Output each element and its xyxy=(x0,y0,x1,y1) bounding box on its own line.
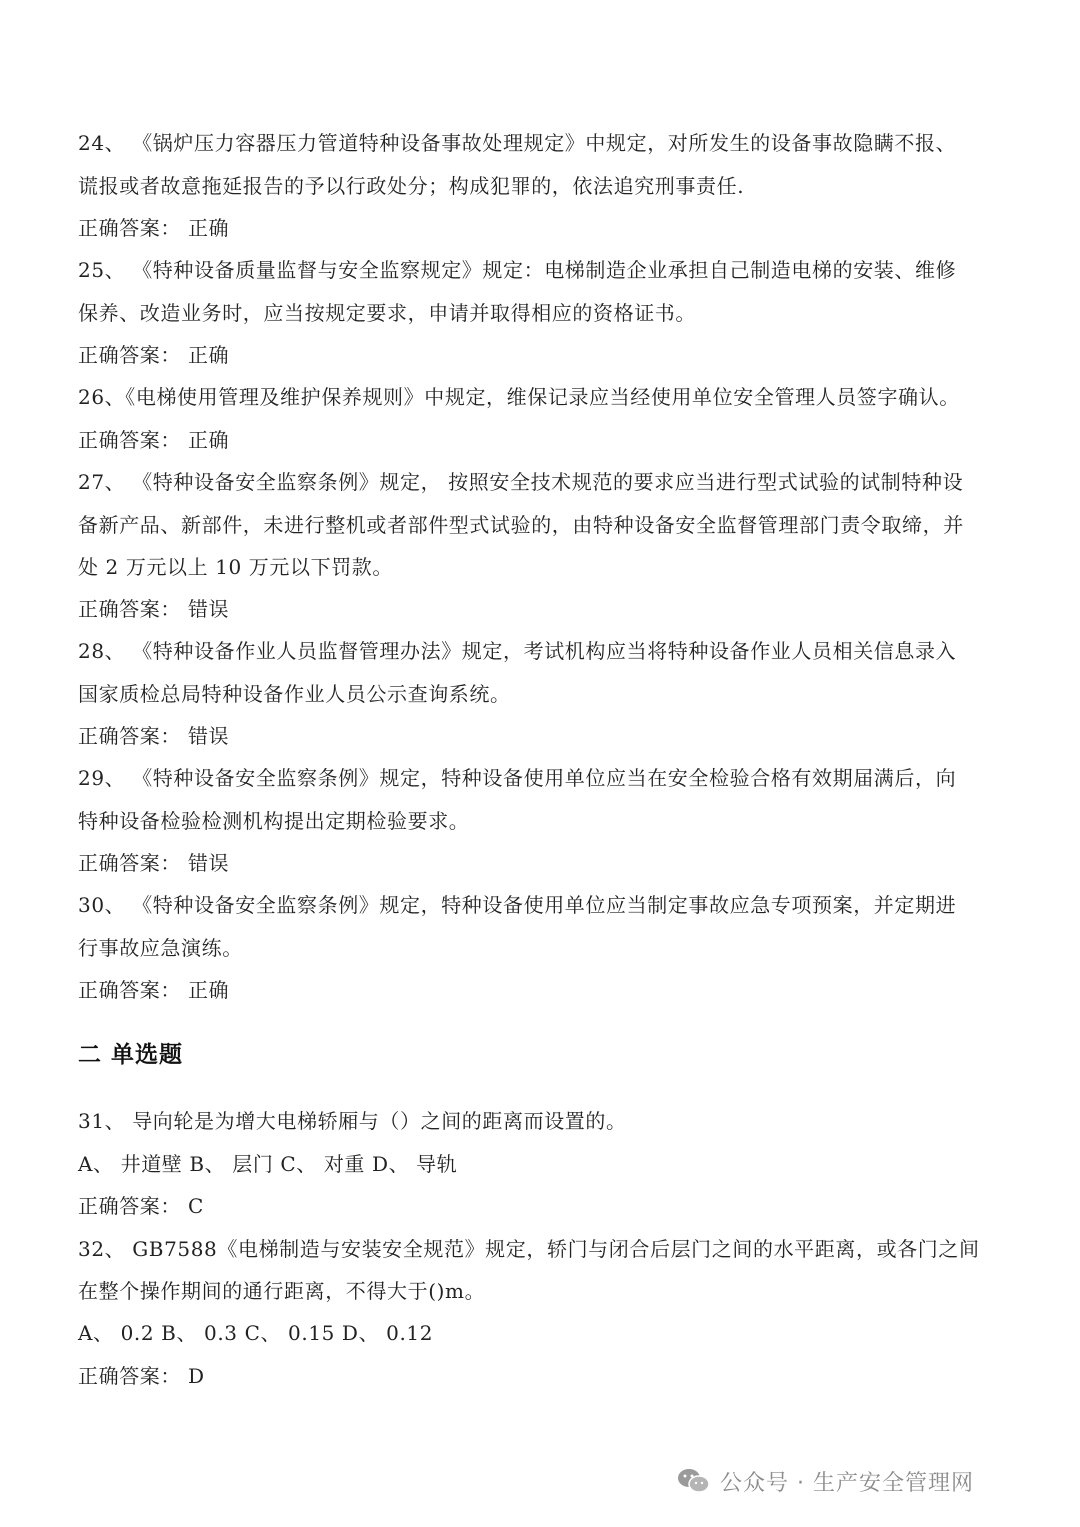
question-24-line-2: 谎报或者故意拖延报告的予以行政处分；构成犯罪的，依法追究刑事责任. xyxy=(78,174,745,198)
answer-24: 正确答案： 正确 xyxy=(78,216,230,240)
answer-31: 正确答案： C xyxy=(78,1194,204,1218)
answer-25: 正确答案： 正确 xyxy=(78,343,230,367)
answer-32: 正确答案： D xyxy=(78,1364,205,1388)
question-30-line-1: 30、 《特种设备安全监察条例》规定，特种设备使用单位应当制定事故应急专项预案，并定期进 xyxy=(78,893,957,917)
watermark-text: 公众号 · 生产安全管理网 xyxy=(720,1470,974,1496)
question-29-line-1: 29、 《特种设备安全监察条例》规定，特种设备使用单位应当在安全检验合格有效期届满后，向 xyxy=(78,766,957,790)
watermark xyxy=(676,1461,974,1501)
answer-28: 正确答案： 错误 xyxy=(78,724,230,748)
question-32-options: A、 0.2 B、 0.3 C、 0.15 D、 0.12 xyxy=(78,1321,434,1345)
question-25-line-2: 保养、改造业务时，应当按规定要求，申请并取得相应的资格证书。 xyxy=(78,301,696,325)
question-29-line-2: 特种设备检验检测机构提出定期检验要求。 xyxy=(78,809,470,833)
question-32-line-1: 32、 GB7588《电梯制造与安装安全规范》规定，轿门与闭合后层门之间的水平距离，或各门之间 xyxy=(78,1237,980,1261)
question-27-line-2: 备新产品、新部件，未进行整机或者部件型式试验的，由特种设备安全监督管理部门责令取缔，并 xyxy=(78,513,964,537)
question-28-line-2: 国家质检总局特种设备作业人员公示查询系统。 xyxy=(78,682,511,706)
section-title: 二 单选题 xyxy=(78,1042,184,1068)
question-24-line-1: 24、 《锅炉压力容器压力管道特种设备事故处理规定》中规定，对所发生的设备事故隐瞒不报、 xyxy=(78,131,957,155)
answer-30: 正确答案： 正确 xyxy=(78,978,230,1002)
wechat-icon xyxy=(676,1467,712,1495)
question-27-line-3: 处 2 万元以上 10 万元以下罚款。 xyxy=(78,555,394,579)
question-27-line-1: 27、 《特种设备安全监察条例》规定， 按照安全技术规范的要求应当进行型式试验的试制特种设 xyxy=(78,470,964,494)
answer-29: 正确答案： 错误 xyxy=(78,851,230,875)
answer-27: 正确答案： 错误 xyxy=(78,597,230,621)
answer-26: 正确答案： 正确 xyxy=(78,428,230,452)
question-30-line-2: 行事故应急演练。 xyxy=(78,936,243,960)
question-31-line-1: 31、 导向轮是为增大电梯轿厢与（）之间的距离而设置的。 xyxy=(78,1109,627,1133)
question-31-options: A、 井道壁 B、 层门 C、 对重 D、 导轨 xyxy=(78,1152,458,1176)
question-32-line-2: 在整个操作期间的通行距离，不得大于()m。 xyxy=(78,1279,486,1303)
question-25-line-1: 25、 《特种设备质量监督与安全监察规定》规定：电梯制造企业承担自己制造电梯的安装、维修 xyxy=(78,258,957,282)
question-28-line-1: 28、 《特种设备作业人员监督管理办法》规定，考试机构应当将特种设备作业人员相关信息录入 xyxy=(78,639,957,663)
question-26-line-1: 26、《电梯使用管理及维护保养规则》中规定，维保记录应当经使用单位安全管理人员签字确认。 xyxy=(78,385,960,409)
